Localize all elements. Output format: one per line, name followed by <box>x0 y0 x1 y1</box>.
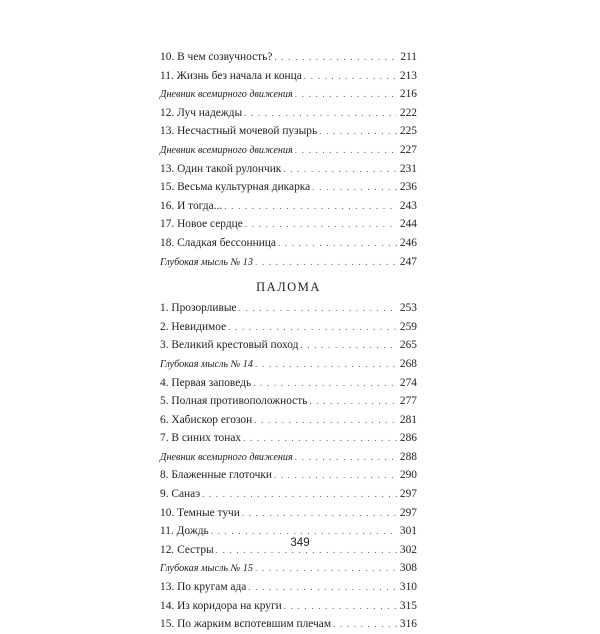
toc-entry-page-number: 268 <box>399 357 417 370</box>
toc-entry-page-number: 225 <box>399 125 417 138</box>
toc-interlude-entry <box>160 559 417 578</box>
toc-entry-page-number: 247 <box>399 255 417 268</box>
toc-entry-title: 6. Хабискор егозон <box>160 413 253 426</box>
toc-chapter-entry <box>160 411 417 430</box>
dot-leader <box>309 392 397 411</box>
toc-interlude-entry <box>160 141 417 160</box>
toc-entry-page-number: 286 <box>399 432 417 445</box>
dot-leader <box>283 160 397 179</box>
toc-entry-title: 12. Луч надежды <box>160 106 243 119</box>
toc-interlude-entry <box>160 85 417 104</box>
toc-chapter-entry <box>160 104 417 123</box>
toc-chapter-entry <box>160 429 417 448</box>
toc-entry-title: 16. И тогда... <box>160 199 223 212</box>
toc-entry-title: 5. Полная противоположность <box>160 395 308 408</box>
toc-entry-page-number: 231 <box>399 162 417 175</box>
toc-entry-title: Глубокая мысль № 13 <box>160 256 253 268</box>
dot-leader <box>228 318 397 337</box>
toc-entry-page-number: 213 <box>399 69 417 82</box>
toc-entry-title: Глубокая мысль № 14 <box>160 358 253 370</box>
toc-chapter-entry <box>160 578 417 597</box>
toc-entry-page-number: 244 <box>399 218 417 231</box>
toc-entry-title: 11. Дождь <box>160 525 209 538</box>
toc-entry-title: 4. Первая заповедь <box>160 376 252 389</box>
toc-entry-page-number: 259 <box>399 320 417 333</box>
dot-leader <box>202 485 397 504</box>
toc-chapter-entry <box>160 466 417 485</box>
dot-leader <box>242 504 397 523</box>
page-number: 349 <box>290 537 310 549</box>
dot-leader <box>284 597 397 616</box>
toc-chapter-entry <box>160 374 417 393</box>
toc-entry-page-number: 302 <box>399 543 417 556</box>
dot-leader <box>243 429 397 448</box>
toc-chapter-entry <box>160 234 417 253</box>
toc-entry-page-number: 288 <box>399 450 417 463</box>
toc-entry-page-number: 290 <box>399 469 417 482</box>
toc-entry-page-number: 265 <box>399 339 417 352</box>
toc-chapter-entry <box>160 485 417 504</box>
dot-leader <box>295 141 397 160</box>
toc-interlude-entry <box>160 253 417 272</box>
toc-entry-page-number: 246 <box>399 236 417 249</box>
toc-entry-page-number: 316 <box>399 618 417 631</box>
toc-entry-title: Глубокая мысль № 15 <box>160 563 253 575</box>
toc-entry-title: 2. Невидимое <box>160 320 227 333</box>
toc-entry-page-number: 274 <box>399 376 417 389</box>
section-heading: ПАЛОМА <box>256 280 321 295</box>
toc-entry-title: 13. По кругам ада <box>160 581 247 594</box>
toc-entry-title: 15. По жарким вспотевшим плечам <box>160 618 332 631</box>
toc-chapter-entry <box>160 215 417 234</box>
toc-entry-title: 1. Прозорливые <box>160 302 237 315</box>
toc-entry-title: 7. В синих тонах <box>160 432 242 445</box>
toc-entry-page-number: 216 <box>399 88 417 101</box>
toc-chapter-entry <box>160 48 417 67</box>
toc-entry-page-number: 236 <box>399 181 417 194</box>
toc-entry-page-number: 211 <box>400 51 417 63</box>
dot-leader <box>295 448 397 467</box>
toc-entry-title: 18. Сладкая бессонница <box>160 236 276 249</box>
toc-interlude-entry <box>160 448 417 467</box>
toc-entry-title: 12. Сестры <box>160 543 214 556</box>
toc-chapter-entry <box>160 597 417 616</box>
dot-leader <box>300 336 397 355</box>
dot-leader <box>333 615 397 634</box>
toc-entry-page-number: 277 <box>399 395 417 408</box>
toc-entry-title: 10. В чем созвучность? <box>160 51 273 63</box>
toc-entry-title: 10. Темные тучи <box>160 506 240 519</box>
toc-entry-page-number: 243 <box>399 199 417 212</box>
dot-leader <box>253 374 397 393</box>
toc-chapter-entry <box>160 299 417 318</box>
dot-leader <box>295 85 397 104</box>
toc-entry-page-number: 297 <box>399 506 417 519</box>
dot-leader <box>278 234 397 253</box>
toc-chapter-entry <box>160 197 417 216</box>
toc-entry-page-number: 315 <box>399 599 417 612</box>
dot-leader <box>255 253 397 272</box>
toc-part-2 <box>160 299 417 634</box>
toc-entry-title: Дневник всемирного движения <box>160 451 293 463</box>
toc-chapter-entry <box>160 122 417 141</box>
toc-chapter-entry <box>160 615 417 634</box>
toc-entry-page-number: 308 <box>399 562 417 575</box>
toc-chapter-entry <box>160 336 417 355</box>
toc-entry-title: 13. Несчастный мочевой пузырь <box>160 125 318 138</box>
toc-entry-title: 8. Блаженные глоточки <box>160 469 272 482</box>
toc-chapter-entry <box>160 318 417 337</box>
toc-entry-title: 14. Из коридора на круги <box>160 599 282 612</box>
toc-entry-title: 15. Весьма культурная дикарка <box>160 181 311 194</box>
dot-leader <box>224 197 397 216</box>
toc-entry-title: 17. Новое сердце <box>160 218 243 231</box>
toc-entry-title: 3. Великий крестовый поход <box>160 339 299 352</box>
dot-leader <box>239 299 397 318</box>
dot-leader <box>248 578 397 597</box>
dot-leader <box>274 466 397 485</box>
dot-leader <box>304 67 397 86</box>
toc-entry-page-number: 301 <box>399 525 417 538</box>
toc-entry-title: 13. Один такой рулончик <box>160 162 282 175</box>
toc-chapter-entry <box>160 178 417 197</box>
toc-chapter-entry <box>160 392 417 411</box>
toc-entry-page-number: 281 <box>399 413 417 426</box>
dot-leader <box>319 122 397 141</box>
toc-entry-title: 9. Санаэ <box>160 488 201 501</box>
toc-entry-page-number: 222 <box>399 106 417 119</box>
dot-leader <box>245 215 397 234</box>
toc-entry-page-number: 297 <box>399 488 417 501</box>
toc-chapter-entry <box>160 504 417 523</box>
toc-entry-title: 11. Жизнь без начала и конца <box>160 69 302 82</box>
dot-leader <box>254 411 397 430</box>
toc-chapter-entry <box>160 160 417 179</box>
toc-entry-page-number: 227 <box>399 143 417 156</box>
toc-entry-page-number: 310 <box>399 581 417 594</box>
toc-entry-title: Дневник всемирного движения <box>160 89 293 101</box>
toc-entry-page-number: 253 <box>399 302 417 315</box>
toc-chapter-entry <box>160 67 417 86</box>
dot-leader <box>312 178 397 197</box>
dot-leader <box>255 559 397 578</box>
dot-leader <box>255 355 397 374</box>
toc-part-1 <box>160 48 417 271</box>
dot-leader <box>274 48 397 67</box>
toc-entry-title: Дневник всемирного движения <box>160 144 293 156</box>
toc-interlude-entry <box>160 355 417 374</box>
dot-leader <box>244 104 397 123</box>
